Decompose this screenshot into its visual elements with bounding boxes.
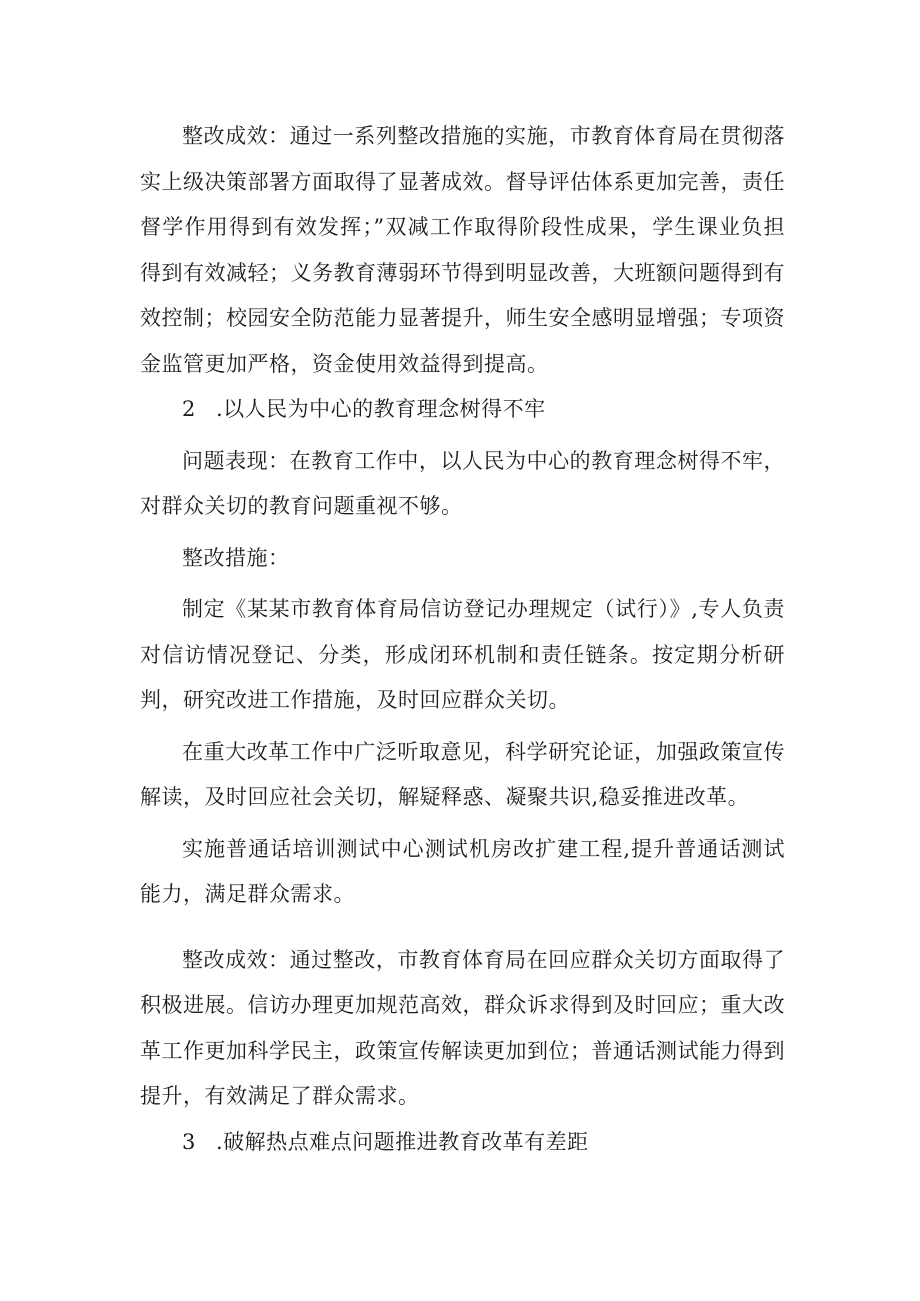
paragraph-measure-reform: 在重大改革工作中广泛听取意见，科学研究论证，加强政策宣传解读，及时回应社会关切，解疑释惑、凝聚共识,稳妥推进改革。 [140,739,785,809]
section-heading-3 [140,1120,785,1166]
paragraph-measure-petition: 制定《某某市教育体育局信访登记办理规定（试行）》,专人负责对信访情况登记、分类，形成闭环机制和责任链条。按定期分析研判，研究改进工作措施，及时回应群众关切。 [140,597,785,712]
document-body [140,114,785,1165]
paragraph-measures-label: 整改措施： [182,545,290,570]
section-number: 3 [182,1129,196,1154]
paragraph-problem-description: 问题表现：在教育工作中，以人民为中心的教育理念树得不牢，对群众关切的教育问题重视不够。 [140,448,785,518]
section-title: .破解热点难点问题推进教育改革有差距 [216,1129,589,1154]
paragraph-measure-mandarin: 实施普通话培训测试中心测试机房改扩建工程,提升普通话测试能力，满足群众需求。 [140,836,785,906]
section-heading-2 [140,387,785,433]
section-title: .以人民为中心的教育理念树得不牢 [216,397,546,421]
paragraph-rectification-results-1: 整改成效：通过一系列整改措施的实施，市教育体育局在贯彻落实上级决策部署方面取得了显著成效。督导评估体系更加完善，责任督学作用得到有效发挥；”双减工作取得阶段性成果，学生课业负担得到有效减轻；义务教育薄弱环节得到明显改善，大班额问题得到有效控制；校园安全防范能力显著提升，师生安全感明显增强；专项资金监管更加严格，资金使用效益得到提高。 [140,124,785,376]
section-number: 2 [182,397,196,421]
paragraph-rectification-results-2: 整改成效：通过整改，市教育体育局在回应群众关切方面取得了积极进展。信访办理更加规范高效，群众诉求得到及时回应；重大改革工作更加科学民主，政策宣传解读更加到位；普通话测试能力得到提升，有效满足了群众需求。 [140,947,785,1108]
